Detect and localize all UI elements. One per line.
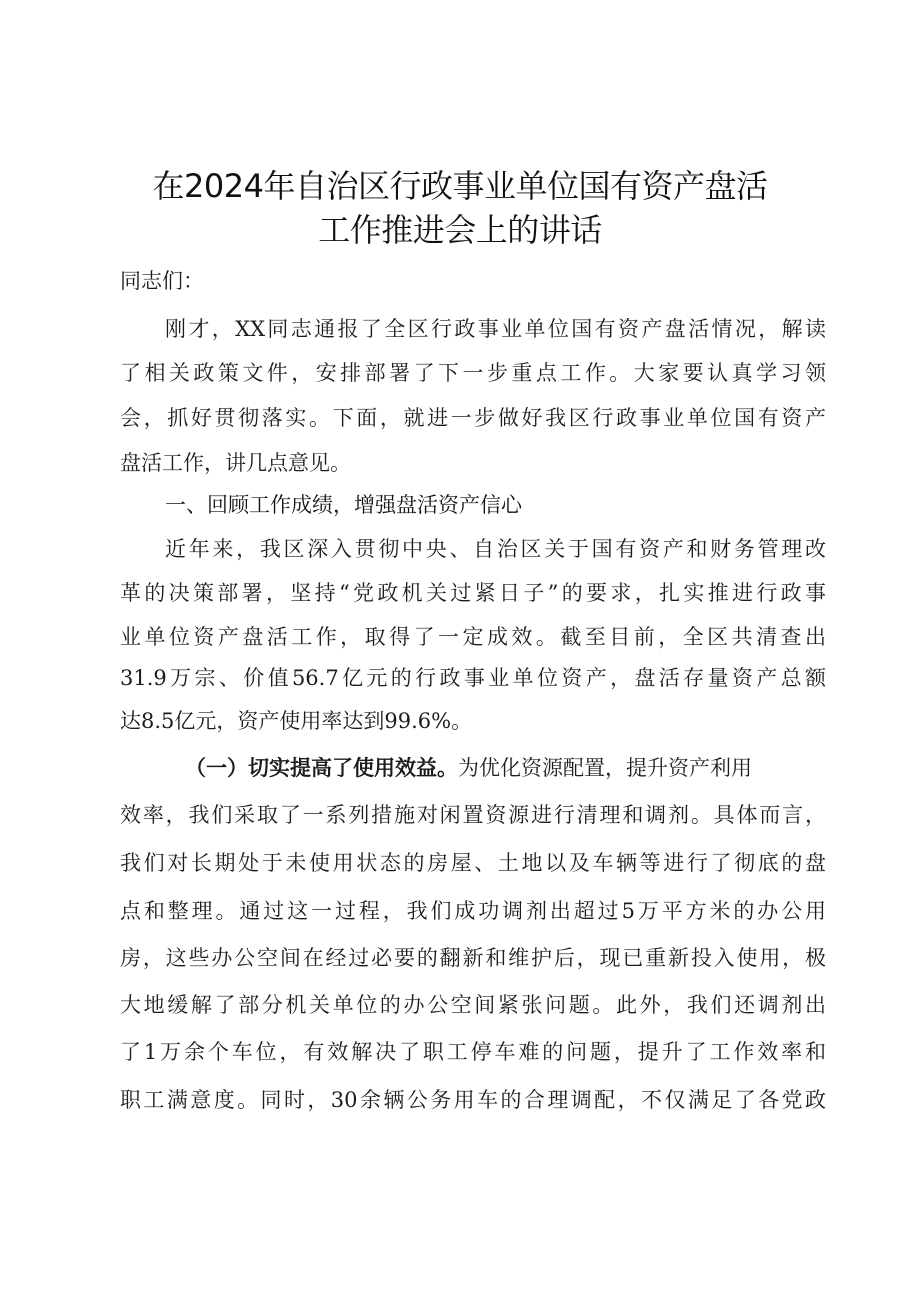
paragraph-line: 我们对长期处于未使用状态的房屋、土地以及车辆等进行了彻底的盘 xyxy=(120,851,826,875)
paragraph-line: 会，抓好贯彻落实。下面，就进一步做好我区行政事业单位国有资产 xyxy=(120,406,826,430)
paragraph-line: 近年来，我区深入贯彻中央、自治区关于国有资产和财务管理改 xyxy=(165,537,826,561)
document-title-line-1: 在2024年自治区行政事业单位国有资产盘活 xyxy=(152,167,768,205)
paragraph-line: 大地缓解了部分机关单位的办公空间紧张问题。此外，我们还调剂出 xyxy=(120,993,826,1017)
paragraph-line: 点和整理。通过这一过程，我们成功调剂出超过5万平方米的办公用 xyxy=(120,899,826,923)
paragraph-line: 了1万余个车位，有效解决了职工停车难的问题，提升了工作效率和 xyxy=(120,1040,826,1064)
paragraph-line: 职工满意度。同时，30余辆公务用车的合理调配，不仅满足了各党政 xyxy=(120,1088,826,1112)
paragraph-line: 效率，我们采取了一系列措施对闲置资源进行清理和调剂。具体而言， xyxy=(120,803,826,827)
subsection-lead: （一）切实提高了使用效益。 xyxy=(185,755,458,780)
paragraph-line: 盘活工作，讲几点意见。 xyxy=(120,451,351,475)
paragraph-line: 刚才，XX同志通报了全区行政事业单位国有资产盘活情况，解读 xyxy=(165,317,826,341)
document-title-line-2: 工作推进会上的讲话 xyxy=(318,211,602,249)
paragraph-line: 达8.5亿元，资产使用率达到99.6%。 xyxy=(120,709,473,733)
paragraph-line: 31.9万宗、价值56.7亿元的行政事业单位资产，盘活存量资产总额 xyxy=(120,666,826,690)
subsection-text: 为优化资源配置，提升资产利用 xyxy=(458,756,752,780)
paragraph-line: 革的决策部署，坚持“党政机关过紧日子”的要求，扎实推进行政事 xyxy=(120,581,826,605)
subsection-line xyxy=(185,753,826,783)
paragraph-line: 业单位资产盘活工作，取得了一定成效。截至目前，全区共清查出 xyxy=(120,625,826,649)
section-heading: 一、回顾工作成绩，增强盘活资产信心 xyxy=(165,493,522,517)
salutation: 同志们： xyxy=(120,269,204,293)
paragraph-line: 了相关政策文件，安排部署了下一步重点工作。大家要认真学习领 xyxy=(120,361,826,385)
paragraph-line: 房，这些办公空间在经过必要的翻新和维护后，现已重新投入使用，极 xyxy=(120,946,826,970)
